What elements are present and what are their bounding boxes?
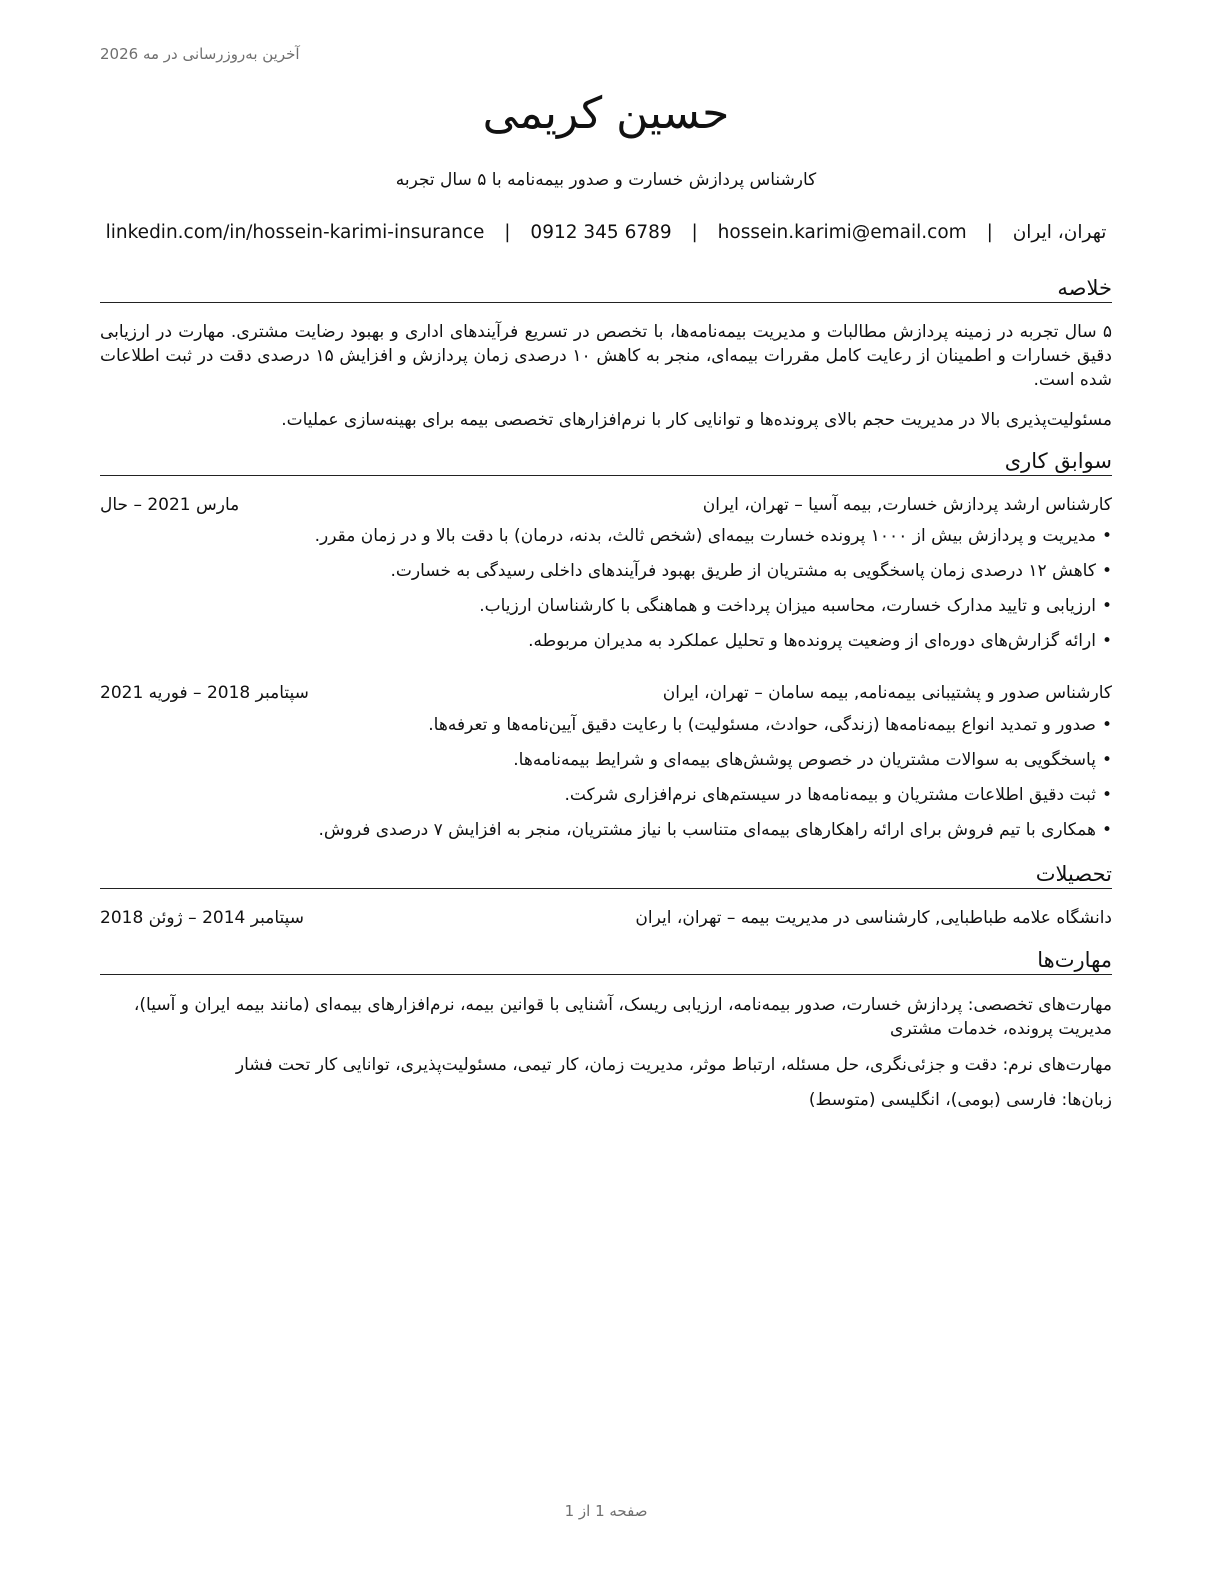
bullet-icon: • (1101, 785, 1112, 805)
section-title-education: تحصیلات (100, 862, 1112, 889)
bullet-text: ثبت دقیق اطلاعات مشتریان و بیمه‌نامه‌ها در سیستم‌های نرم‌افزاری شرکت. (564, 785, 1096, 805)
contact-linkedin[interactable]: linkedin.com/in/hossein-karimi-insurance (105, 222, 485, 243)
bullet-text: ارزیابی و تایید مدارک خسارت، محاسبه میزان پرداخت و هماهنگی با کارشناسان ارزیاب. (479, 596, 1096, 616)
contact-location: تهران، ایران (1012, 222, 1107, 243)
education-title: دانشگاه علامه طباطبایی, کارشناسی در مدیریت بیمه – تهران، ایران (635, 908, 1112, 928)
bullet-text: کاهش ۱۲ درصدی زمان پاسخگویی به مشتریان از طریق بهبود فرآیندهای داخلی رسیدگی به خسارت. (390, 561, 1096, 581)
bullet-icon: • (1101, 596, 1112, 616)
bullet-icon: • (1101, 561, 1112, 581)
job-bullets (100, 713, 1112, 853)
list-item (100, 748, 1112, 783)
bullet-icon: • (1101, 820, 1112, 840)
list-item (100, 713, 1112, 748)
page-number: صفحه 1 از 1 (564, 1502, 648, 1520)
bullet-text: مدیریت و پردازش بیش از ۱۰۰۰ پرونده خسارت بیمه‌ای (شخص ثالث، بدنه، درمان) با دقت بالا و در زمان مقرر. (314, 526, 1096, 546)
contact-phone[interactable]: 0912 345 6789 (530, 222, 672, 243)
skills-line: مهارت‌های تخصصی: پردازش خسارت، صدور بیمه‌نامه، ارزیابی ریسک، آشنایی با قوانین بیمه، نرم‌افزارهای بیمه‌ای (مانند بیمه ایران و آسیا)، مدیریت پرونده، خدمات مشتری (133, 995, 1112, 1039)
job-heading (100, 494, 1112, 516)
list-item (100, 524, 1112, 559)
contact-email[interactable]: hossein.karimi@email.com (717, 222, 967, 243)
summary-paragraph: مسئولیت‌پذیری بالا در مدیریت حجم بالای پرونده‌ها و توانایی کار با نرم‌افزارهای تخصصی بیمه برای بهینه‌سازی عملیات. (281, 410, 1112, 430)
job-bullets (100, 524, 1112, 664)
bullet-text: پاسخگویی به سوالات مشتریان در خصوص پوشش‌های بیمه‌ای و شرایط بیمه‌نامه‌ها. (513, 750, 1096, 770)
skills-line: زبان‌ها: فارسی (بومی)، انگلیسی (متوسط) (808, 1090, 1112, 1110)
list-item (100, 559, 1112, 594)
resume-page (100, 0, 1112, 1584)
section-title-summary: خلاصه (100, 276, 1112, 303)
skills-line: مهارت‌های نرم: دقت و جزئی‌نگری، حل مسئله، ارتباط موثر، مدیریت زمان، کار تیمی، مسئولیت‌پذیری، توانایی کار تحت فشار (235, 1055, 1112, 1075)
list-item (100, 594, 1112, 629)
education-dates-text: سپتامبر 2014 – ژوئن 2018 (100, 908, 305, 928)
summary-paragraph: ۵ سال تجربه در زمینه پردازش مطالبات و مدیریت بیمه‌نامه‌ها، با تخصص در تسریع فرآیندهای اداری و بهبود رضایت مشتری. مهارت در ارزیابی دقیق خسارات و اطمینان از رعایت کامل مقررات بیمه‌ای، منجر به کاهش ۱۰ درصدی زمان پردازش و افزایش ۱۵ درصدی دقت در ثبت اطلاعات شده است. (100, 322, 1113, 390)
education-heading (100, 907, 1112, 929)
section-title-skills: مهارت‌ها (100, 948, 1112, 975)
job-dates (100, 682, 333, 704)
education-dates (100, 907, 333, 929)
bullet-text: ارائه گزارش‌های دوره‌ای از وضعیت پرونده‌ها و تحلیل عملکرد به مدیران مربوطه. (528, 631, 1096, 651)
contact-separator: | (504, 222, 511, 243)
job-title: کارشناس صدور و پشتیبانی بیمه‌نامه, بیمه سامان – تهران، ایران (662, 683, 1112, 703)
job-title: کارشناس ارشد پردازش خسارت, بیمه آسیا – تهران، ایران (702, 495, 1112, 515)
bullet-icon: • (1101, 750, 1112, 770)
bullet-icon: • (1101, 526, 1112, 546)
contact-separator: | (691, 222, 698, 243)
job-heading (100, 682, 1112, 704)
section-title-experience: سوابق کاری (100, 449, 1112, 476)
bullet-text: صدور و تمدید انواع بیمه‌نامه‌ها (زندگی، حوادث، مسئولیت) با رعایت دقیق آیین‌نامه‌ها و تعرفه‌ها. (428, 715, 1096, 735)
bullet-text: همکاری با تیم فروش برای ارائه راهکارهای بیمه‌ای متناسب با نیاز مشتریان، منجر به افزایش ۷ درصدی فروش. (318, 820, 1096, 840)
job-dates-text: سپتامبر 2018 – فوریه 2021 (100, 683, 309, 703)
job-dates (100, 494, 333, 516)
bullet-icon: • (1101, 631, 1112, 651)
contact-line (100, 222, 1112, 243)
contact-separator: | (986, 222, 993, 243)
candidate-name: حسین کریمی (482, 88, 730, 139)
candidate-tagline: کارشناس پردازش خسارت و صدور بیمه‌نامه با ۵ سال تجربه (395, 170, 817, 190)
last-updated-note: آخرین به‌روزرسانی در مه 2026 (100, 45, 300, 63)
list-item (100, 783, 1112, 818)
job-dates-text: مارس 2021 – حال (100, 495, 240, 515)
list-item (100, 818, 1112, 853)
list-item (100, 629, 1112, 664)
bullet-icon: • (1101, 715, 1112, 735)
